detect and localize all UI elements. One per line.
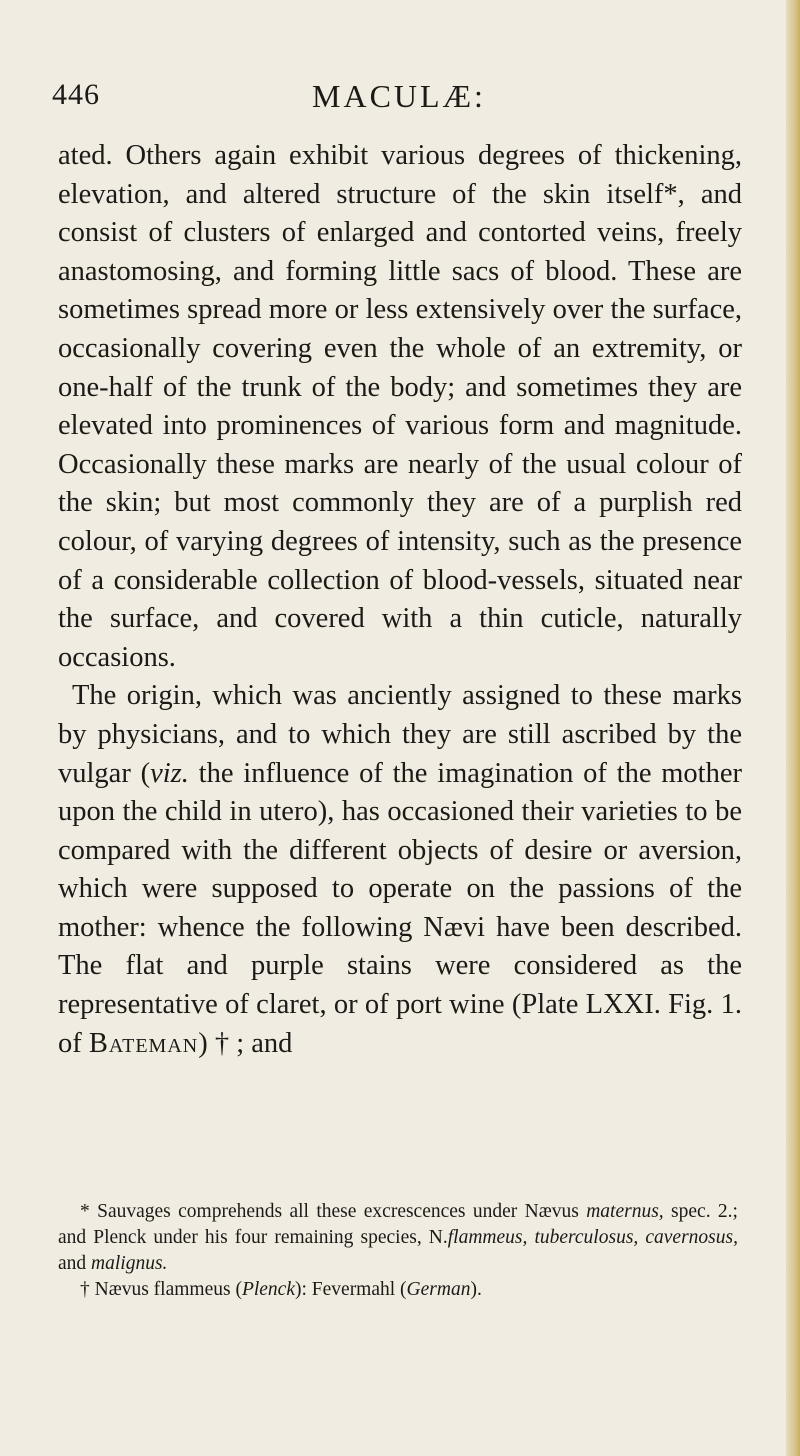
paragraph	[58, 677, 742, 1063]
page-number: 446	[52, 78, 100, 111]
italic-text: malignus.	[91, 1253, 168, 1274]
running-head: MACULÆ:	[312, 78, 486, 114]
footnote	[58, 1199, 738, 1277]
footnotes	[58, 1199, 738, 1303]
text-run: The origin, which was anciently assigned to these marks by physicians, and to which they are still ascribed by the vulgar (	[58, 680, 742, 789]
text-run: , and consist of clusters of enlarged and contorted veins, freely anastomosing, and forming little sacs of blood. These are sometimes spread more or less extensively over the surface, occasionally covering even the whole of an extremity, or one-half of the trunk of the body; and sometimes they are elevated into prominences of various form and magnitude. Occasionally these marks are nearly of the usual colour of the skin; but most commonly they are of a purplish red colour, of varying degrees of intensity, such as the presence of a considerable collection of blood-vessels, situated near the surface, and covered with a thin cuticle, naturally occasions.	[58, 178, 742, 673]
text-run: the influence of the imagination of the mother upon the child in utero), has occasioned their varieties to be compared with the different objects of desire or aversion, which were supposed to operate on the passions of the mother: whence the following Nævi have been described. The flat and purple stains were considered as the representative of claret, or of port wine (Plate LXXI. Fig. 1. of	[58, 757, 742, 1059]
text-run: * Sauvages comprehends all these excrescences under Nævus	[80, 1201, 587, 1222]
author-name: Bateman	[88, 1027, 199, 1059]
text-run: ): Fevermahl (	[295, 1279, 407, 1300]
text-run: ) † ; and	[198, 1027, 293, 1059]
italic-text: Plenck	[241, 1279, 295, 1300]
text-run: and	[58, 1253, 92, 1274]
italic-text: German	[406, 1279, 471, 1300]
italic-text: viz.	[150, 757, 189, 789]
italic-text: maternus,	[586, 1201, 664, 1222]
text-run: spec. 2.; and Plenck under his four remaining species, N.	[58, 1201, 738, 1248]
italic-text: flammeus, tuberculosus, cavernosus,	[447, 1227, 738, 1248]
page-edge	[786, 0, 800, 1456]
footnote-marker: *	[663, 178, 678, 210]
page-header	[52, 78, 740, 118]
body-text	[58, 137, 742, 1063]
text-run: ated. Others again exhibit various degrees of thickening, elevation, and altered structure of the skin itself	[58, 140, 742, 210]
paragraph	[58, 137, 742, 677]
text-run: ).	[470, 1279, 482, 1300]
footnote	[58, 1277, 738, 1303]
text-run: † Nævus flammeus (	[80, 1279, 242, 1300]
